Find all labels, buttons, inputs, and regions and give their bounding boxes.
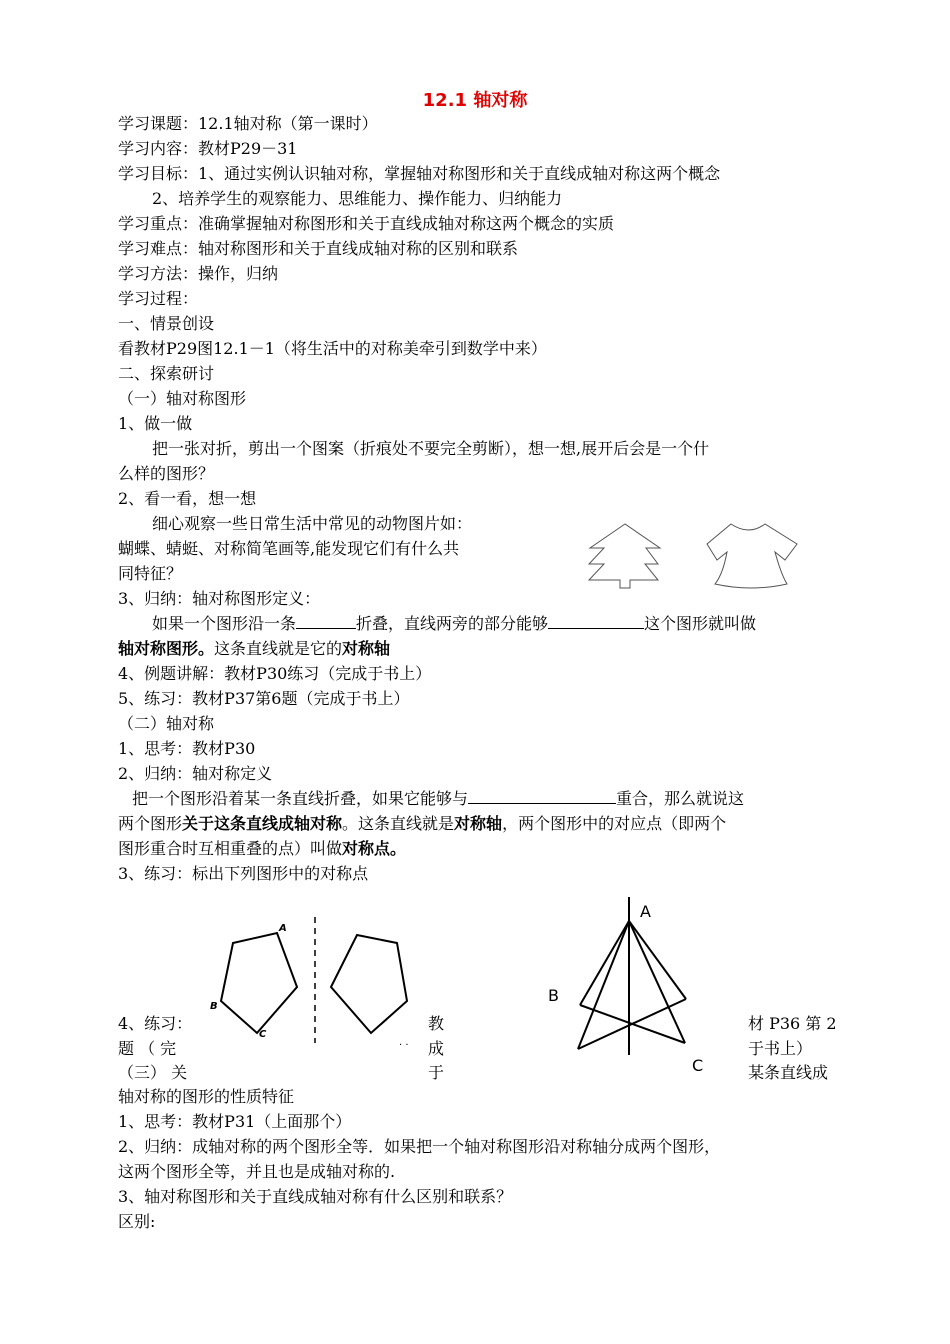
exercise-4-fragment-e: 成	[428, 1039, 445, 1058]
summary-2-line: 2、归纳：轴对称定义	[118, 764, 273, 783]
pentagon-label-c: C	[259, 1029, 267, 1040]
definition-line-1	[152, 614, 756, 634]
do-text-2: 么样的图形？	[118, 464, 215, 483]
property-summary-line-1: 2、归纳：成轴对称的两个图形全等．如果把一个轴对称图形沿对称轴分成两个图形，	[118, 1137, 721, 1156]
definition-part-c: 这个图形就叫做	[644, 614, 757, 633]
subsection-3-fragment-b: 于	[428, 1063, 445, 1082]
do-text-1: 把一张对折，剪出一个图案（折痕处不要完全剪断），想一想,展开后会是一个什	[152, 439, 710, 458]
key-point-line: 学习重点：准确掌握轴对称图形和关于直线成轴对称这两个概念的实质	[118, 214, 615, 233]
section-1-text: 看教材P29图12.1－1（将生活中的对称美牵引到数学中来）	[118, 339, 547, 358]
term-symmetry-axis: 对称轴	[342, 639, 391, 658]
example-4-line: 4、例题讲解：教材P30练习（完成于书上）	[118, 664, 432, 683]
property-summary-line-2: 这两个图形全等，并且也是成轴对称的.	[118, 1162, 396, 1181]
dots-mark: · ·	[399, 1040, 409, 1051]
blank-another-figure[interactable]	[468, 789, 616, 804]
blank-coincide[interactable]	[548, 614, 644, 629]
term-axisymmetric-figure: 轴对称图形。	[118, 639, 215, 658]
triangle-label-c: C	[692, 1056, 704, 1075]
goal-line-2: 2、培养学生的观察能力、思维能力、操作能力、归纳能力	[152, 189, 563, 208]
definition-2-line-2	[118, 814, 726, 834]
look-heading: 2、看一看，想一想	[118, 489, 257, 508]
definition-2-part-h: 图形重合时互相重叠的点）叫做	[118, 839, 343, 858]
goal-line-1: 学习目标：1、通过实例认识轴对称，掌握轴对称图形和关于直线成轴对称这两个概念	[118, 164, 721, 183]
exercise-4-fragment-a: 4、练习：	[118, 1014, 193, 1033]
definition-2-part-g: ，两个图形中的对应点（即两个	[502, 814, 727, 833]
exercise-5-line: 5、练习：教材P37第6题（完成于书上）	[118, 689, 410, 708]
exercise-4-fragment-f: 于书上）	[748, 1039, 813, 1058]
definition-2-part-e: 。这条直线就是	[342, 814, 455, 833]
subsection-3-fragment-c: 某条直线成	[748, 1063, 829, 1082]
pentagon-figure	[205, 915, 425, 1051]
look-text-3: 同特征？	[118, 564, 183, 583]
property-question-line: 3、轴对称图形和关于直线成轴对称有什么区别和联系？	[118, 1187, 513, 1206]
shirt-figure	[705, 522, 801, 588]
pentagon-label-b: B	[210, 1001, 218, 1012]
subsection-2-heading: （二）轴对称	[118, 714, 215, 733]
subsection-3-heading-end: 轴对称的图形的性质特征	[118, 1087, 295, 1106]
content-line: 学习内容：教材P29－31	[118, 139, 298, 158]
triangle-label-b: B	[548, 986, 559, 1005]
process-line: 学习过程：	[118, 289, 199, 308]
definition-2-line-1	[132, 789, 744, 809]
definition-part-e: 这条直线就是它的	[214, 639, 343, 658]
difficulty-line: 学习难点：轴对称图形和关于直线成轴对称的区别和联系	[118, 239, 519, 258]
look-text-1: 细心观察一些日常生活中常见的动物图片如：	[152, 514, 473, 533]
definition-2-part-a: 把一个图形沿着某一条直线折叠，如果它能够与	[132, 789, 469, 808]
blank-fold-line[interactable]	[296, 614, 356, 629]
look-text-2: 蝴蝶、蜻蜓、对称简笔画等,能发现它们有什么共	[118, 539, 460, 558]
exercise-4-fragment-b: 教	[428, 1014, 445, 1033]
definition-part-a: 如果一个图形沿一条	[152, 614, 297, 633]
method-line: 学习方法：操作，归纳	[118, 264, 279, 283]
topic-line: 学习课题：12.1轴对称（第一课时）	[118, 114, 378, 133]
tree-figure	[588, 522, 668, 590]
property-think-line: 1、思考：教材P31（上面那个）	[118, 1112, 352, 1131]
do-heading: 1、做一做	[118, 414, 193, 433]
difference-label: 区别:	[118, 1212, 156, 1231]
definition-2-part-b: 重合，那么就说这	[616, 789, 745, 808]
section-2-heading: 二、探索研讨	[118, 364, 215, 383]
definition-line-2	[118, 639, 390, 659]
definition-2-line-3	[118, 839, 406, 859]
triangle-figure	[540, 895, 720, 1075]
page-title: 12.1 轴对称	[422, 90, 528, 111]
triangle-label-a: A	[640, 902, 651, 921]
term-symmetric-points: 对称点。	[342, 839, 407, 858]
exercise-4-fragment-c: 材 P36 第 2	[748, 1014, 837, 1033]
pentagon-label-a: A	[279, 923, 287, 934]
term-symmetry-axis-2: 对称轴	[454, 814, 503, 833]
think-line: 1、思考：教材P30	[118, 739, 256, 758]
exercise-4-fragment-d: 题 （ 完	[118, 1039, 177, 1058]
subsection-1-heading: （一）轴对称图形	[118, 389, 247, 408]
exercise-3-line: 3、练习：标出下列图形中的对称点	[118, 864, 369, 883]
definition-part-b: 折叠，直线两旁的部分能够	[356, 614, 549, 633]
definition-2-part-c: 两个图形	[118, 814, 183, 833]
section-1-heading: 一、情景创设	[118, 314, 215, 333]
term-line-symmetric: 关于这条直线成轴对称	[182, 814, 343, 833]
summary-heading: 3、归纳：轴对称图形定义：	[118, 589, 321, 608]
subsection-3-fragment-a: （三） 关	[118, 1063, 188, 1082]
